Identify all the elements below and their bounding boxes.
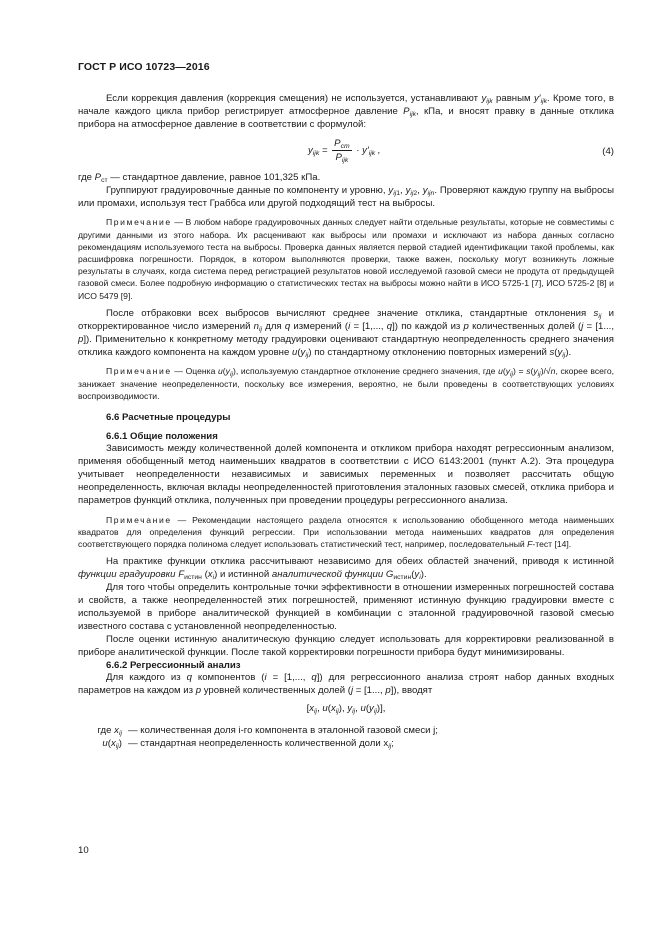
paragraph-dataset: Для каждого из q компонентов (i = [1,..., q]) для регрессионного анализа строят набор данных входных параметров на каждом из p уровней количественных долей (j = [1..., p]), вводят	[78, 672, 614, 697]
definition-row: $u(x_{ij})$ — стандартная неопределенность количественной доли $x_{ij}$;	[102, 738, 394, 751]
definition-row: где $x_{ij}$ — количественная доля i-го компонента в эталонной газовой смеси j;	[97, 725, 438, 738]
formula-expression: $y_{ijk}$ = $\frac{P_{ст}}{P_{ijk}}$ · $y'_{ijk}$ ,	[308, 137, 381, 164]
paragraph-where: где $P_{ст}$ — стандартное давление, равное 101,325 кПа.	[78, 171, 321, 184]
page-header: ГОСТ Р ИСО 10723—2016	[78, 61, 210, 73]
dataset-expression: [$x_{ij}$, $u(x_{ij})$, $y_{ij}$, $u(y_{ij})$],	[306, 703, 386, 716]
note-outliers: Примечание — В любом наборе градуировочных данных следует найти отдельные результаты, которые не совместимы с другими данными из этого набора. Их расценивают как выбросы или промахи и исключают из набора данных согласно рекомендациям используемого теста на выбросы. Проверка данных является первой стадией идентификации такой проблемы, как расшифровка погрешности. Порядок, в котором выполняются проверки, также важен, поскольку могут возникнуть ложные результаты в случаях, когда система перед регистрацией результатов новой исследуемой газовой смеси не продута от предыдущей газовой смеси. Более подробную информацию о статистических тестах на выбросы можно найти в ИСО 5725-1 [7], ИСО 5725-2 [8] и ИСО 5479 [9].	[78, 217, 614, 301]
paragraph-control-points: Для того чтобы определить контрольные точки эффективности в отношении измеренных погрешностей состава и свойств, а также неопределенностей этих погрешностей, применяют истинную функцию градуировки вместе с используемой в приборе аналитической функцией в комбинации с эталонной градуировочной газовой смесью известного состава с установленной неопределенностью.	[78, 582, 614, 632]
section-6-6-1-title: 6.6.1 Общие положения	[106, 431, 218, 443]
paragraph-correction: После оценки истинную аналитическую функцию следует использовать для корректировки реализованной в приборе аналитической функции. После такой корректировки погрешности прибора будут минимизированы.	[78, 633, 614, 658]
formula-number: (4)	[602, 145, 614, 157]
paragraph-grouping: Группируют градуировочные данные по компоненту и уровню, $y_{ij1}$, $y_{ij2}$, $y_{ijn}$. Проверяют каждую группу на выбросы или промахи, используя тест Граббса или другой подходящий тест на выбросы.	[78, 184, 614, 209]
note-least-squares: Примечание — Рекомендации настоящего раздела относятся к использованию обобщенного метода наименьших квадратов для определения функций регрессии. При использовании метода наименьших квадратов для определения соответствующего порядка полинома следует использовать статистический тест, например, последовательный F-тест [14].	[78, 514, 614, 550]
page-number: 10	[78, 845, 89, 856]
note-mean-uncertainty: Примечание — Оценка $u(y_{ij})$, используемую стандартное отклонение среднего значения, где $u(y_{ij}) = s(y_{ij})/√n$, скорее всего, занижает значение неопределенности, поскольку все измерения, вероятно, не были проведены в соответствующих условиях воспроизводимости.	[78, 366, 615, 401]
paragraph-pressure-correction: Если коррекция давления (коррекция смещения) не используется, устанавливают $y_{ijk}$ равным $y'_{ijk}$. Кроме того, в начале каждого цикла прибор регистрирует атмосферное давление $P_{ijk}$, кПа, и вносят правку в данные отклика прибора на атмосферное давление в соответствии с формулой:	[78, 93, 614, 130]
formula-4	[78, 132, 614, 172]
page-body	[78, 93, 614, 750]
paragraph-regression-dependence: Зависимость между количественной долей компонента и откликом прибора находят регрессионным анализом, применяя обобщенный метод наименьших квадратов в соответствии с ИСО 6143:2001 (пункт А.2). Эта процедура учитывает неопределенности независимых и зависимых переменных и позволяет рассчитать общую неопределенность, включая вклады неопределенностей приготовления эталонных газовых смесей, отклика прибора и параметров функций отклика, полученных при проведении процедуры регрессионного анализа.	[78, 443, 614, 506]
paragraph-response-functions: На практике функции отклика рассчитывают независимо для обеих областей значений, приводя к истинной функции градуировки $F_{истин}$ $(x_i)$ и истинной аналитической функции $G_{истин}(y_i)$.	[78, 556, 614, 582]
definition-list	[78, 724, 614, 750]
paragraph-after-rejection: После отбраковки всех выбросов вычисляют среднее значение отклика, стандартные отклонения $s_{ij}$ и откорректированное число измерений $n_{ij}$ для q измерений (i = [1,..., q]) по каждой из p количественных долей (j = [1..., p]). Применительно к конкретному методу градуировки оценивают стандартную неопределенность среднего значения отклика каждого компонента на каждом уровне $u(y_{ij})$ по стандартному отклонению повторных измерений $s(y_{ij})$.	[78, 307, 615, 359]
section-6-6-title: 6.6 Расчетные процедуры	[106, 412, 231, 424]
section-6-6-2-title: 6.6.2 Регрессионный анализ	[106, 660, 241, 672]
formula-fraction: $\frac{P_{ст}}{P_{ijk}}$	[334, 137, 350, 164]
